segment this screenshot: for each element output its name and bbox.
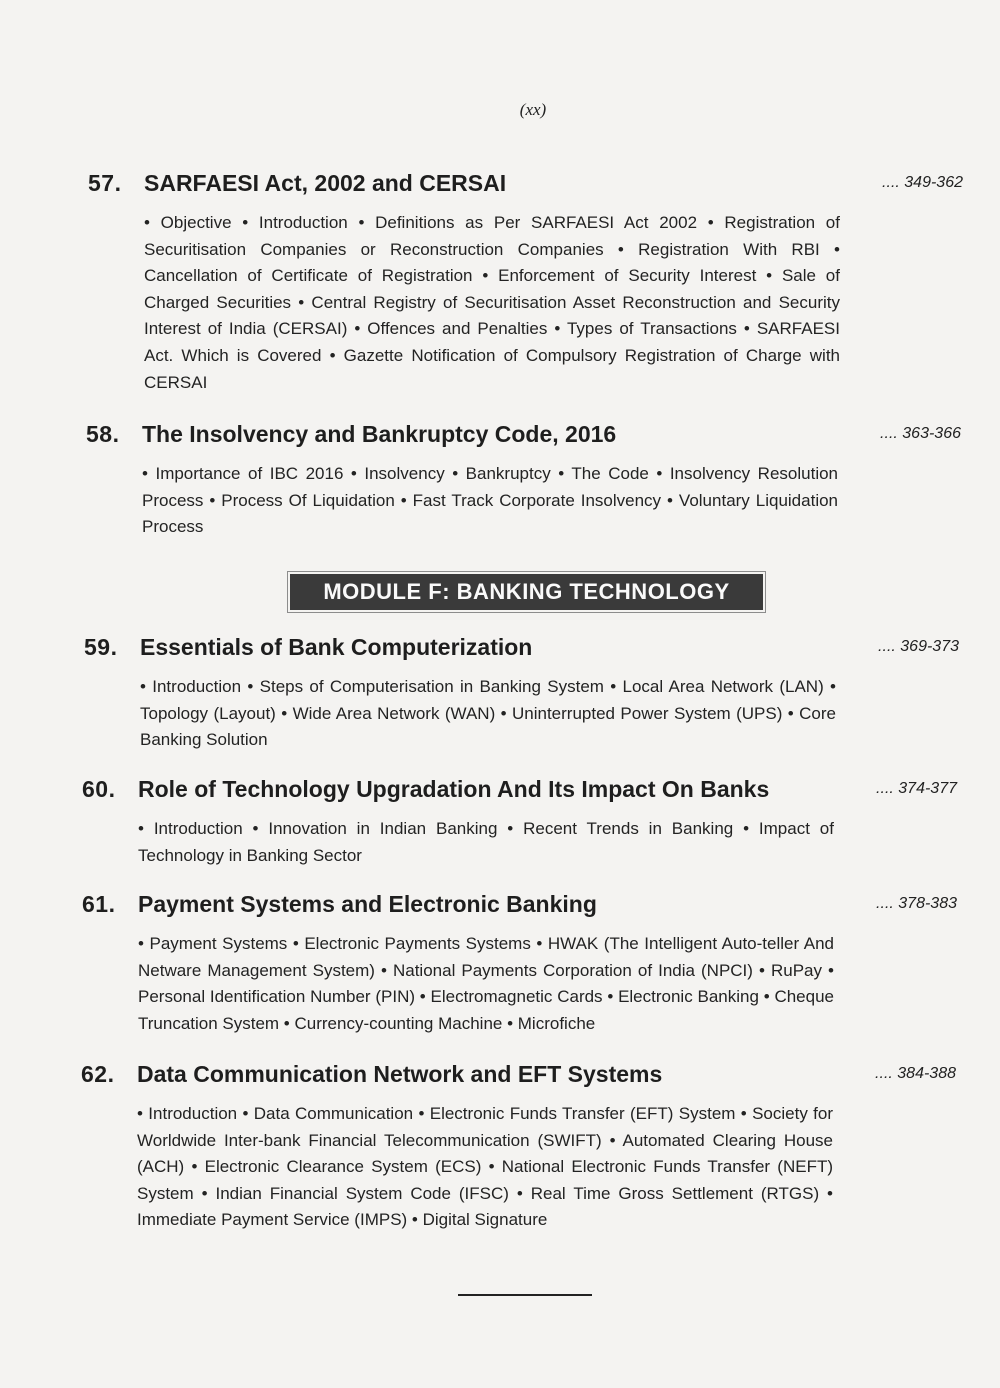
page-range: .... 369-373	[878, 638, 959, 655]
page-range: .... 374-377	[876, 780, 957, 797]
chapter-topics: • Payment Systems • Electronic Payments Systems • HWAK (The Intelligent Auto-teller And Netware Management System) • National Payments Corporation of India (NPCI) • RuPay • Personal Identification Number (PIN) • Electromagnetic Cards • Electronic Banking • Cheque Truncation System • Currency-counting Machine • Microfiche	[138, 934, 834, 1033]
toc-entry-57	[88, 170, 963, 396]
page-range: .... 363-366	[880, 425, 961, 442]
toc-entry-61	[82, 891, 957, 1037]
chapter-title: Payment Systems and Electronic Banking	[138, 891, 597, 917]
entry-heading	[82, 891, 957, 921]
chapter-topics: • Introduction • Data Communication • Electronic Funds Transfer (EFT) System • Society for Worldwide Inter-bank Financial Telecommunication (SWIFT) • Automated Clearing House (ACH) • Electronic Clearance System (ECS) • National Electronic Funds Transfer (NEFT) System • Indian Financial System Code (IFSC) • Real Time Gross Settlement (RTGS) • Immediate Payment Service (IMPS) • Digital Signature	[137, 1104, 833, 1230]
chapter-topics: • Introduction • Steps of Computerisation in Banking System • Local Area Network (LAN) • Topology (Layout) • Wide Area Network (WAN) • Uninterrupted Power System (UPS) • Core Banking Solution	[140, 677, 836, 750]
chapter-topics: • Objective • Introduction • Definitions as Per SARFAESI Act 2002 • Registration of Securitisation Companies or Reconstruction Companies • Registration With RBI • Cancellation of Certificate of Registration • Enforcement of Security Interest • Sale of Charged Securities • Central Registry of Securitisation Asset Reconstruction and Security Interest of India (CERSAI) • Offences and Penalties • Types of Transactions • SARFAESI Act. Which is Covered • Gazette Notification of Compulsory Registration of Charge with CERSAI	[144, 213, 840, 392]
page-range: .... 378-383	[876, 895, 957, 912]
entry-heading	[86, 421, 961, 451]
chapter-number: 57.	[88, 170, 122, 196]
chapter-title: SARFAESI Act, 2002 and CERSAI	[144, 170, 507, 196]
entry-heading	[81, 1061, 956, 1091]
toc-entry-60	[82, 776, 957, 869]
chapter-number: 58.	[86, 421, 120, 447]
toc-entry-62	[81, 1061, 956, 1234]
chapter-number: 60.	[82, 776, 116, 802]
toc-entry-59	[84, 634, 959, 754]
entry-heading	[84, 634, 959, 664]
page-range: .... 384-388	[875, 1065, 956, 1082]
entry-heading	[82, 776, 957, 806]
page-range: .... 349-362	[882, 174, 963, 191]
chapter-title: Data Communication Network and EFT Systems	[137, 1061, 663, 1087]
entry-heading	[88, 170, 963, 200]
chapter-topics: • Introduction • Innovation in Indian Banking • Recent Trends in Banking • Impact of Technology in Banking Sector	[138, 819, 834, 865]
page-number: (xx)	[519, 100, 547, 119]
chapter-title: The Insolvency and Bankruptcy Code, 2016	[142, 421, 617, 447]
toc-entry-58	[86, 421, 961, 541]
chapter-title: Essentials of Bank Computerization	[140, 634, 533, 660]
chapter-number: 61.	[82, 891, 116, 917]
chapter-number: 59.	[84, 634, 118, 660]
footer-divider	[458, 1294, 592, 1296]
chapter-title: Role of Technology Upgradation And Its Impact On Banks	[138, 776, 770, 802]
chapter-number: 62.	[81, 1061, 115, 1087]
module-banner: MODULE F: BANKING TECHNOLOGY	[290, 574, 763, 610]
chapter-topics: • Importance of IBC 2016 • Insolvency • Bankruptcy • The Code • Insolvency Resolution Process • Process Of Liquidation • Fast Track Corporate Insolvency • Voluntary Liquidation Process	[142, 464, 838, 537]
